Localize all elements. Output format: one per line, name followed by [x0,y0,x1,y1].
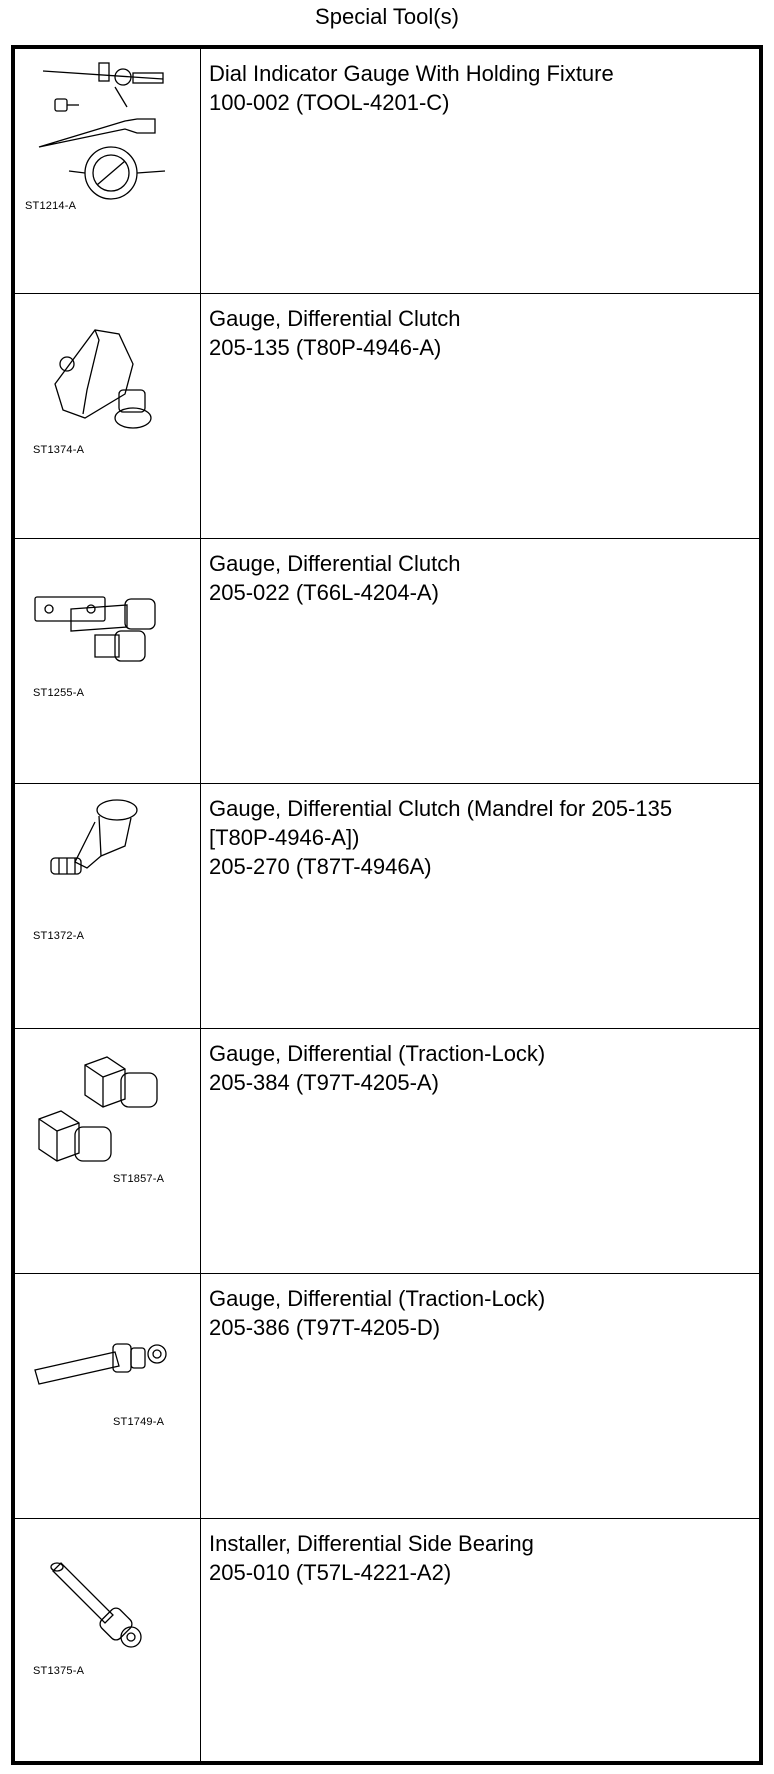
tool-number: 100-002 (TOOL-4201-C) [209,90,450,115]
tool-name: Gauge, Differential (Traction-Lock) [209,1041,546,1066]
tool-description [209,549,749,607]
tool-image-cell [15,1029,201,1273]
tool-row [15,784,759,1029]
traction-lock-gauge-set-illustration [15,1029,201,1274]
tool-row [15,1519,759,1761]
tool-description [209,1529,749,1587]
tool-row [15,1274,759,1519]
tool-name: Installer, Differential Side Bearing [209,1531,534,1556]
tool-number: 205-386 (T97T-4205-D) [209,1315,441,1340]
tool-row [15,539,759,784]
side-bearing-installer-illustration [15,1519,201,1764]
differential-clutch-gauge-set-illustration [15,539,201,784]
tool-image-cell [15,294,201,538]
traction-lock-gauge-illustration [15,1274,201,1519]
tool-image-cell [15,49,201,293]
tool-number: 205-135 (T80P-4946-A) [209,335,442,360]
tool-description [209,1284,749,1342]
tool-row [15,1029,759,1274]
tool-description [209,794,749,881]
tool-image-cell [15,1519,201,1761]
dial-indicator-gauge-illustration [15,49,201,294]
page-title: Special Tool(s) [315,4,459,29]
tool-code: ST1857-A [113,1173,165,1185]
tool-code: ST1255-A [33,687,85,699]
tool-number: 205-022 (T66L-4204-A) [209,580,439,605]
tool-code: ST1214-A [25,200,77,212]
tool-name: Gauge, Differential Clutch [209,551,461,576]
tool-code: ST1372-A [33,930,85,942]
tool-code: ST1749-A [113,1416,165,1428]
tool-description [209,1039,749,1097]
tool-row [15,294,759,539]
tool-number: 205-384 (T97T-4205-A) [209,1070,439,1095]
tool-name: Gauge, Differential Clutch [209,306,461,331]
tool-description [209,59,749,117]
tool-name: Gauge, Differential Clutch (Mandrel for 205-135 [209,796,673,821]
tool-image-cell [15,539,201,783]
tool-code: ST1375-A [33,1665,85,1677]
tool-name: Gauge, Differential (Traction-Lock) [209,1286,546,1311]
tool-code: ST1374-A [33,444,85,456]
differential-clutch-gauge-illustration [15,294,201,539]
tool-number: 205-270 (T87T-4946A) [209,854,432,879]
tool-number: 205-010 (T57L-4221-A2) [209,1560,452,1585]
special-tools-table [11,45,763,1765]
tool-name-continued: [T80P-4946-A]) [209,825,360,850]
tool-image-cell [15,1274,201,1518]
tool-row [15,49,759,294]
mandrel-illustration [15,784,201,1029]
tool-description [209,304,749,362]
tool-name: Dial Indicator Gauge With Holding Fixture [209,61,614,86]
tool-image-cell [15,784,201,1028]
